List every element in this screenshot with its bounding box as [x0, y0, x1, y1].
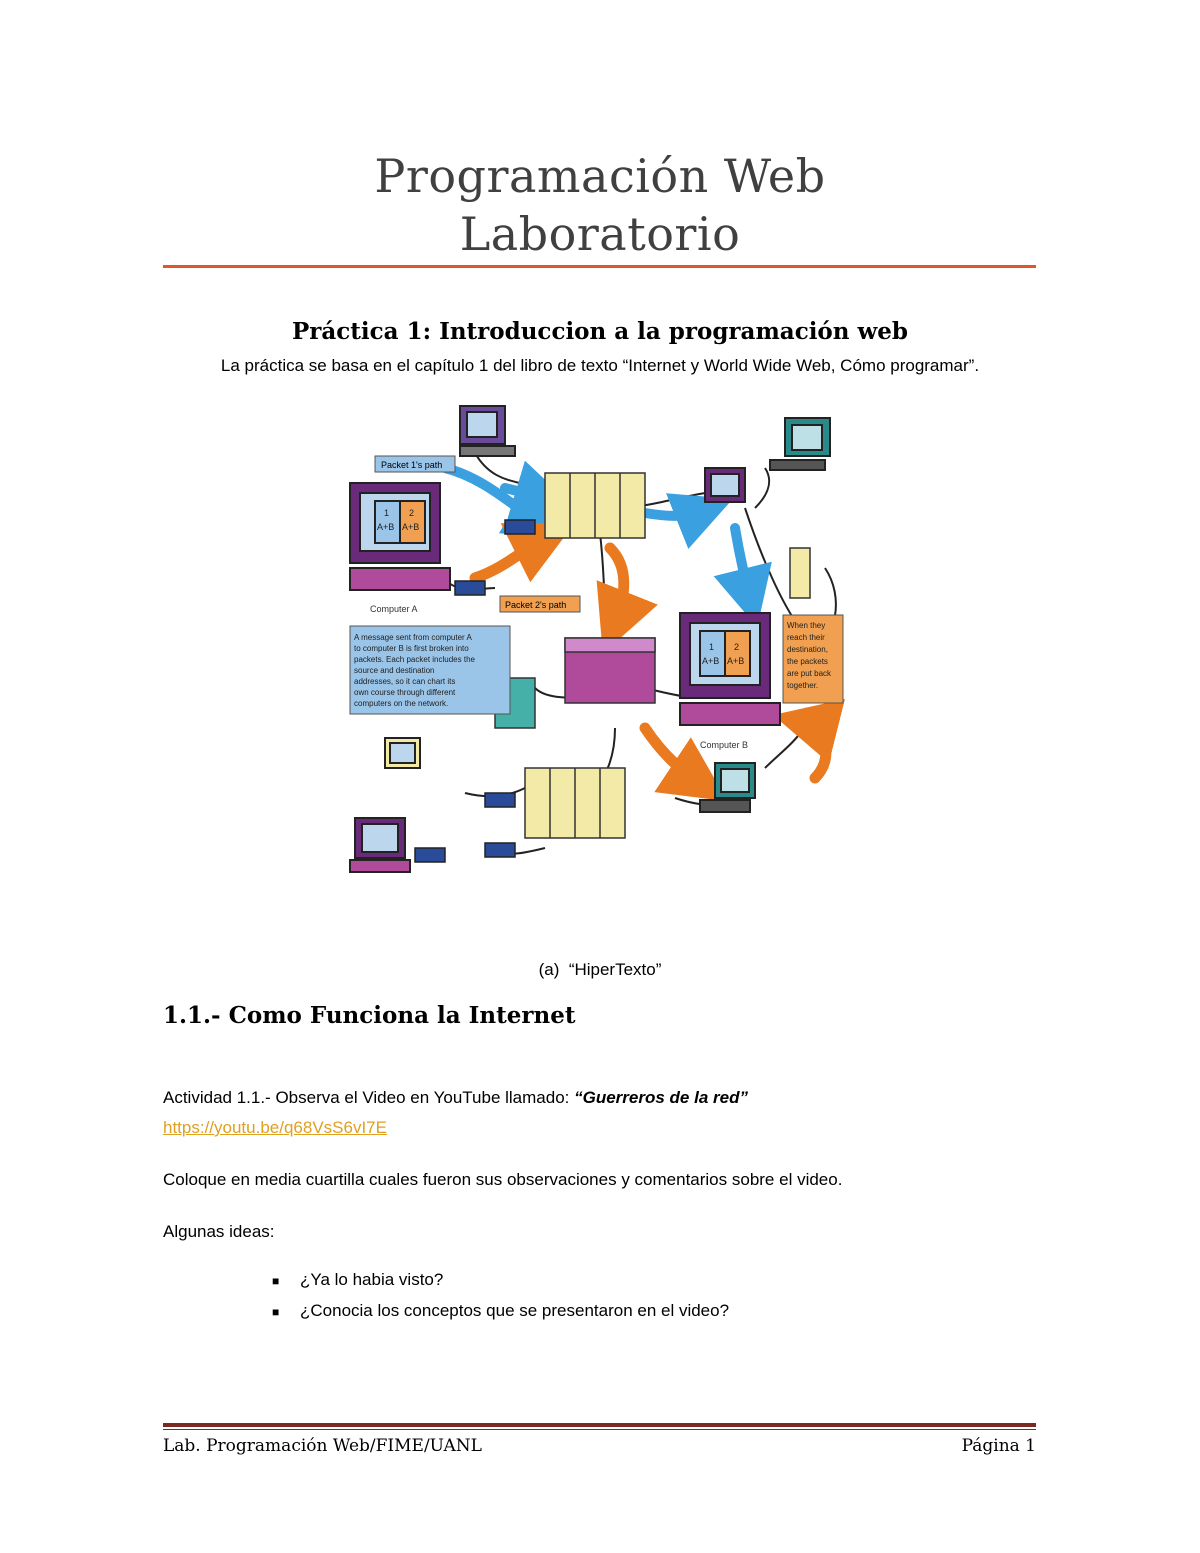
destination-line: reach their	[787, 633, 825, 642]
idea-item: ¿Ya lo habia visto?	[300, 1270, 444, 1289]
footer-course: Lab. Programación Web/FIME/UANL	[163, 1436, 482, 1456]
screen-a-packet-1: 1	[384, 508, 390, 518]
message-line: A message sent from computer A	[354, 633, 472, 642]
screen-b-packet-2: 2	[734, 642, 740, 652]
caption-text: “HiperTexto”	[568, 960, 662, 979]
video-title: “Guerreros de la red”	[574, 1088, 748, 1107]
caption-letter: (a)	[538, 960, 560, 979]
message-line: own course through different	[354, 688, 456, 697]
message-line: to computer B is first broken into	[354, 644, 469, 653]
destination-line: the packets	[787, 657, 828, 666]
destination-line: When they	[787, 621, 826, 630]
screen-a-packet-2: 2	[409, 508, 415, 518]
title-line-2: Laboratorio	[459, 207, 741, 261]
bullet-icon: ■	[272, 1305, 280, 1319]
screen-b-packet-1-ab: A+B	[702, 656, 720, 666]
figure-caption	[0, 960, 1200, 980]
practice-title: Práctica 1: Introduccion a la programación web	[291, 318, 909, 345]
internet-packets-illustration	[345, 398, 865, 878]
destination-line: together.	[787, 681, 819, 690]
idea-item: ¿Conocia los conceptos que se presentaron en el video?	[300, 1301, 730, 1320]
title-divider	[163, 265, 1036, 268]
message-line: addresses, so it can chart its	[354, 677, 456, 686]
ideas-label: Algunas ideas:	[163, 1222, 275, 1241]
message-line: computers on the network.	[354, 699, 449, 708]
activity-prefix: Actividad 1.1.- Observa el Video en YouTube llamado:	[163, 1088, 575, 1107]
section-heading: 1.1.- Como Funciona la Internet	[163, 1002, 576, 1029]
destination-line: destination,	[787, 645, 828, 654]
computer-b-label: Computer B	[700, 740, 749, 750]
footer-page-number: Página 1	[961, 1436, 1036, 1456]
packet2-label: Packet 2's path	[505, 600, 567, 610]
message-line: packets. Each packet includes the	[354, 655, 475, 664]
title-line-1: Programación Web	[374, 149, 826, 203]
footer-divider-thin	[163, 1429, 1036, 1430]
bullet-icon: ■	[272, 1274, 280, 1288]
instruction: Coloque en media cuartilla cuales fueron sus observaciones y comentarios sobre el video.	[163, 1170, 843, 1189]
video-link[interactable]: https://youtu.be/q68VsS6vI7E	[163, 1118, 387, 1137]
screen-b-packet-2-ab: A+B	[727, 656, 745, 666]
practice-intro: La práctica se basa en el capítulo 1 del libro de texto “Internet y World Wide Web, Cómo programar”.	[220, 356, 980, 375]
screen-a-packet-2-ab: A+B	[402, 522, 420, 532]
screen-a-packet-1-ab: A+B	[377, 522, 395, 532]
computer-a-label: Computer A	[370, 604, 418, 614]
screen-b-packet-1: 1	[709, 642, 715, 652]
message-line: source and destination	[354, 666, 435, 675]
packet1-label: Packet 1's path	[381, 460, 443, 470]
activity-line	[163, 1088, 748, 1108]
destination-line: are put back	[787, 669, 832, 678]
footer-divider	[163, 1423, 1036, 1427]
